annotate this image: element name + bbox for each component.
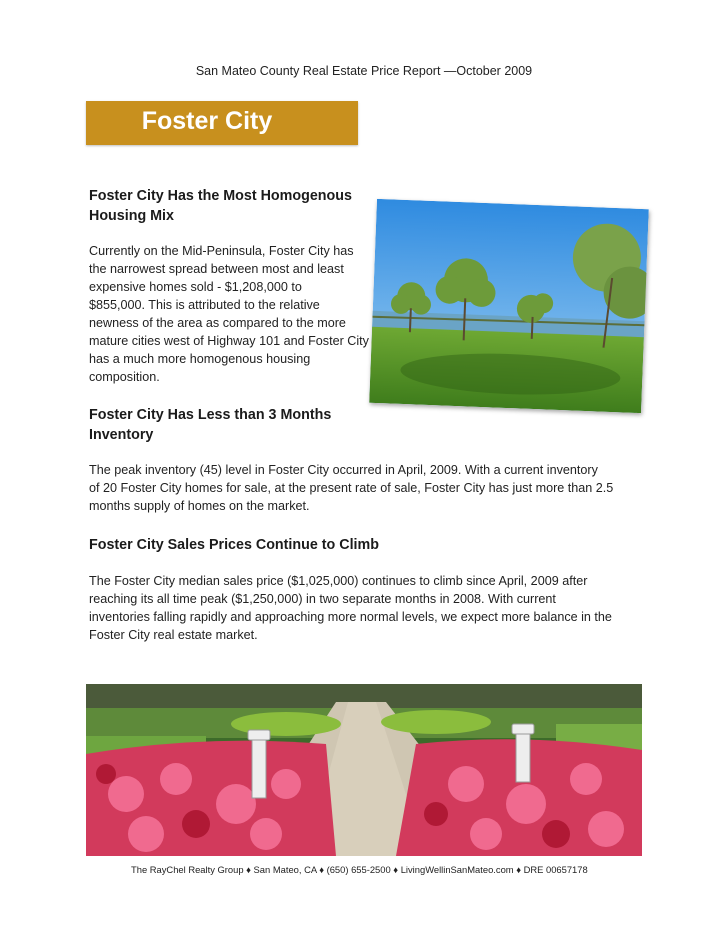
body-line: $855,000. This is attributed to the relative (89, 298, 320, 312)
body-line: the narrowest spread between most and least (89, 262, 344, 276)
section-1-heading (89, 186, 352, 226)
body-line: Currently on the Mid-Peninsula, Foster City has (89, 244, 354, 258)
section-2-heading (89, 405, 331, 445)
waterfront-park-photo (369, 199, 649, 413)
section-3-body (89, 572, 612, 644)
city-title-box (86, 101, 358, 145)
body-line: Foster City real estate market. (89, 628, 258, 642)
section-2-heading-line: Inventory (89, 427, 154, 443)
section-2-heading-line: Foster City Has Less than 3 Months (89, 407, 332, 423)
report-header: San Mateo County Real Estate Price Report —October 2009 (195, 64, 533, 78)
body-line: inventories falling rapidly and approaching more normal levels, we expect more balance in the (89, 610, 612, 624)
city-title: Foster City (141, 107, 273, 135)
section-1-heading-line: Housing Mix (89, 208, 174, 224)
footer-contact: The RayChel Realty Group ♦ San Mateo, CA ♦ (650) 655-2500 ♦ LivingWellinSanMateo.com ♦ DRE 00657178 (131, 864, 588, 875)
section-1-heading-line: Foster City Has the Most Homogenous (89, 188, 352, 204)
body-line: reaching its all time peak ($1,250,000) in two separate months in 2008. With current (89, 592, 556, 606)
section-3-heading-line: Foster City Sales Prices Continue to Climb (89, 537, 379, 553)
section-2-body (89, 461, 613, 515)
body-line: The peak inventory (45) level in Foster City occurred in April, 2009. With a current inventory (89, 463, 598, 477)
body-line: months supply of homes on the market. (89, 499, 310, 513)
body-line: of 20 Foster City homes for sale, at the present rate of sale, Foster City has just more than 2.5 (89, 481, 614, 495)
body-line: has a much more homogenous housing (89, 352, 311, 366)
section-3-heading (89, 535, 379, 555)
body-line: The Foster City median sales price ($1,025,000) continues to climb since April, 2009 after (89, 574, 588, 588)
body-line: expensive homes sold - $1,208,000 to (89, 280, 302, 294)
section-1-body (89, 242, 369, 386)
body-line: mature cities west of Highway 101 and Foster City (89, 334, 369, 348)
garden-walkway-photo (86, 684, 642, 856)
body-line: newness of the area as compared to the more (89, 316, 346, 330)
body-line: composition. (89, 370, 160, 384)
